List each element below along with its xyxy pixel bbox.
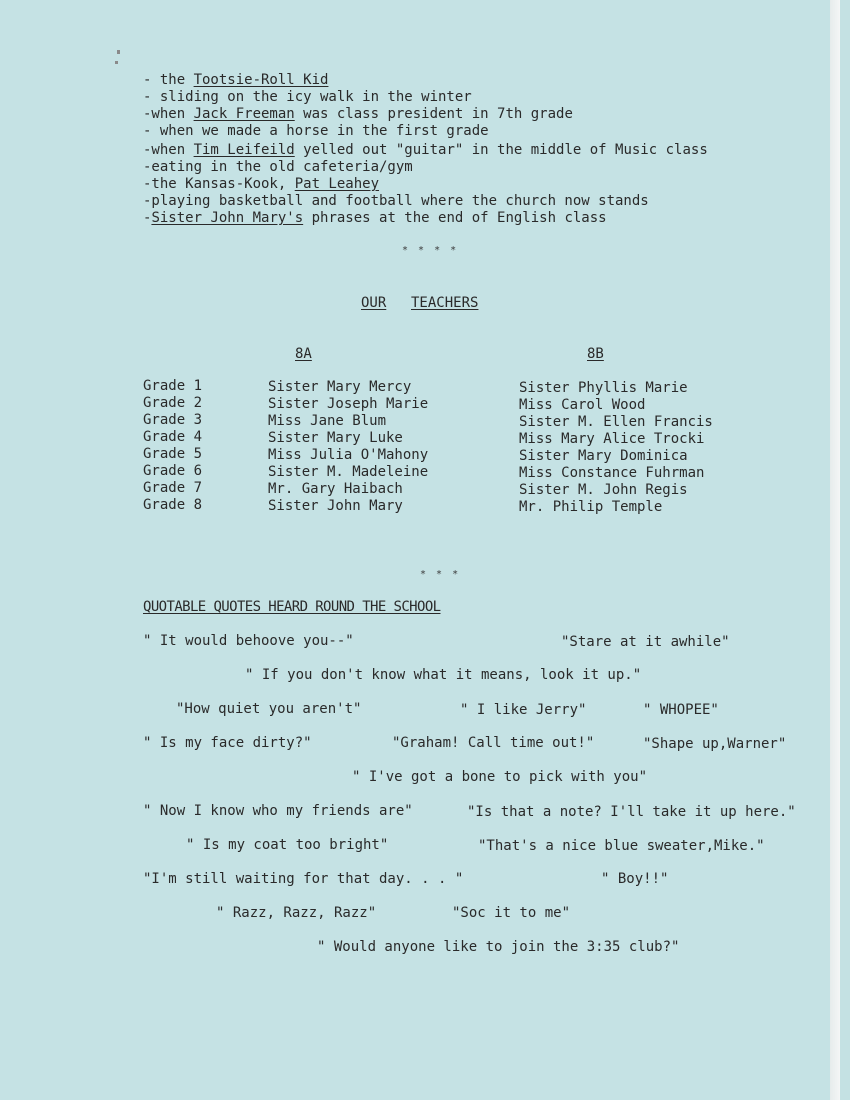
separator-stars: * * * * (402, 245, 459, 256)
quote: "I'm still waiting for that day. . . " (143, 871, 464, 887)
column-header-8b: 8B (587, 346, 604, 362)
memory-line (143, 159, 413, 176)
memory-line (143, 210, 607, 227)
grade-label: Grade 2 (143, 395, 203, 411)
teacher-8a: Sister John Mary (268, 498, 403, 514)
memory-line (143, 89, 472, 106)
teacher-8b: Mr. Philip Temple (519, 499, 663, 515)
grade-label: Grade 1 (143, 378, 203, 394)
teacher-8a: Miss Jane Blum (268, 413, 387, 429)
memory-text: - when we made a horse in the first grade (143, 123, 489, 139)
teacher-8b: Miss Constance Fuhrman (519, 465, 705, 481)
grade-label: Grade 4 (143, 429, 203, 445)
punch-mark (115, 61, 118, 64)
teacher-8a: Sister M. Madeleine (268, 464, 429, 480)
quote: " Is my face dirty?" (143, 735, 312, 751)
memory-text: -eating in the old cafeteria/gym (143, 159, 413, 175)
quotes-title: QUOTABLE QUOTES HEARD ROUND THE SCHOOL (143, 599, 441, 615)
memory-text: - the (143, 72, 194, 88)
quote: "That's a nice blue sweater,Mike." (478, 838, 765, 854)
teacher-8a: Sister Mary Mercy (268, 379, 412, 395)
quote: "Stare at it awhile" (561, 634, 730, 650)
memory-name: Tootsie-Roll Kid (193, 72, 329, 88)
memory-text: -the Kansas-Kook, (143, 176, 295, 192)
memory-line (143, 193, 649, 210)
page-edge (830, 0, 840, 1100)
teacher-8b: Sister M. Ellen Francis (519, 414, 713, 430)
memory-name: Jack Freeman (193, 106, 295, 122)
memory-line (143, 123, 489, 140)
teacher-8b: Miss Carol Wood (519, 397, 646, 413)
teacher-8b: Sister Mary Dominica (519, 448, 688, 464)
column-header-8a: 8A (295, 346, 312, 362)
memory-name: Pat Leahey (294, 176, 380, 192)
teachers-8a-column (268, 379, 428, 515)
grade-label: Grade 3 (143, 412, 203, 428)
memory-name: Tim Leifeild (193, 142, 295, 158)
memory-text: phrases at the end of English class (303, 210, 607, 226)
teacher-8a: Mr. Gary Haibach (268, 481, 403, 497)
teachers-heading-our: OUR (361, 295, 387, 311)
quote: " Razz, Razz, Razz" (216, 905, 377, 921)
teachers-8b-column (519, 380, 713, 516)
memory-line (143, 142, 708, 159)
teacher-8b: Miss Mary Alice Trocki (519, 431, 705, 447)
memory-text: -when (143, 142, 194, 158)
quote: " WHOPEE" (643, 702, 719, 718)
teacher-8a: Miss Julia O'Mahony (268, 447, 429, 463)
quote: " If you don't know what it means, look it up." (245, 667, 642, 683)
grade-label: Grade 7 (143, 480, 203, 496)
punch-mark (117, 50, 120, 54)
grade-label: Grade 6 (143, 463, 203, 479)
quote: "Graham! Call time out!" (392, 735, 595, 751)
quote: "Is that a note? I'll take it up here." (467, 804, 796, 820)
quote: " Boy!!" (601, 871, 669, 887)
grades-column (143, 378, 202, 514)
memory-text: - (143, 210, 152, 226)
teachers-heading-teachers: TEACHERS (411, 295, 479, 311)
quote: "How quiet you aren't" (176, 701, 362, 717)
memory-text: was class president in 7th grade (294, 106, 573, 122)
memory-text: -playing basketball and football where the church now stands (143, 193, 649, 209)
quote: " I like Jerry" (460, 702, 587, 718)
memory-line (143, 72, 328, 89)
teacher-8a: Sister Joseph Marie (268, 396, 429, 412)
quote: " Is my coat too bright" (186, 837, 389, 853)
quote: " Now I know who my friends are" (143, 803, 413, 819)
teacher-8b: Sister Phyllis Marie (519, 380, 688, 396)
teacher-8a: Sister Mary Luke (268, 430, 403, 446)
memory-text: yelled out "guitar" in the middle of Music class (294, 142, 708, 158)
teacher-8b: Sister M. John Regis (519, 482, 688, 498)
quote: " I've got a bone to pick with you" (352, 769, 648, 785)
memory-text: -when (143, 106, 194, 122)
memory-line (143, 176, 379, 193)
grade-label: Grade 8 (143, 497, 203, 513)
memory-text: - sliding on the icy walk in the winter (143, 89, 472, 105)
grade-label: Grade 5 (143, 446, 203, 462)
quote: "Shape up,Warner" (643, 736, 787, 752)
separator-stars-2: * * * (420, 569, 461, 580)
quote: " It would behoove you--" (143, 633, 354, 649)
quote: " Would anyone like to join the 3:35 club?" (317, 939, 680, 955)
quote: "Soc it to me" (452, 905, 571, 921)
memory-line (143, 106, 573, 123)
memory-name: Sister John Mary's (151, 210, 304, 226)
